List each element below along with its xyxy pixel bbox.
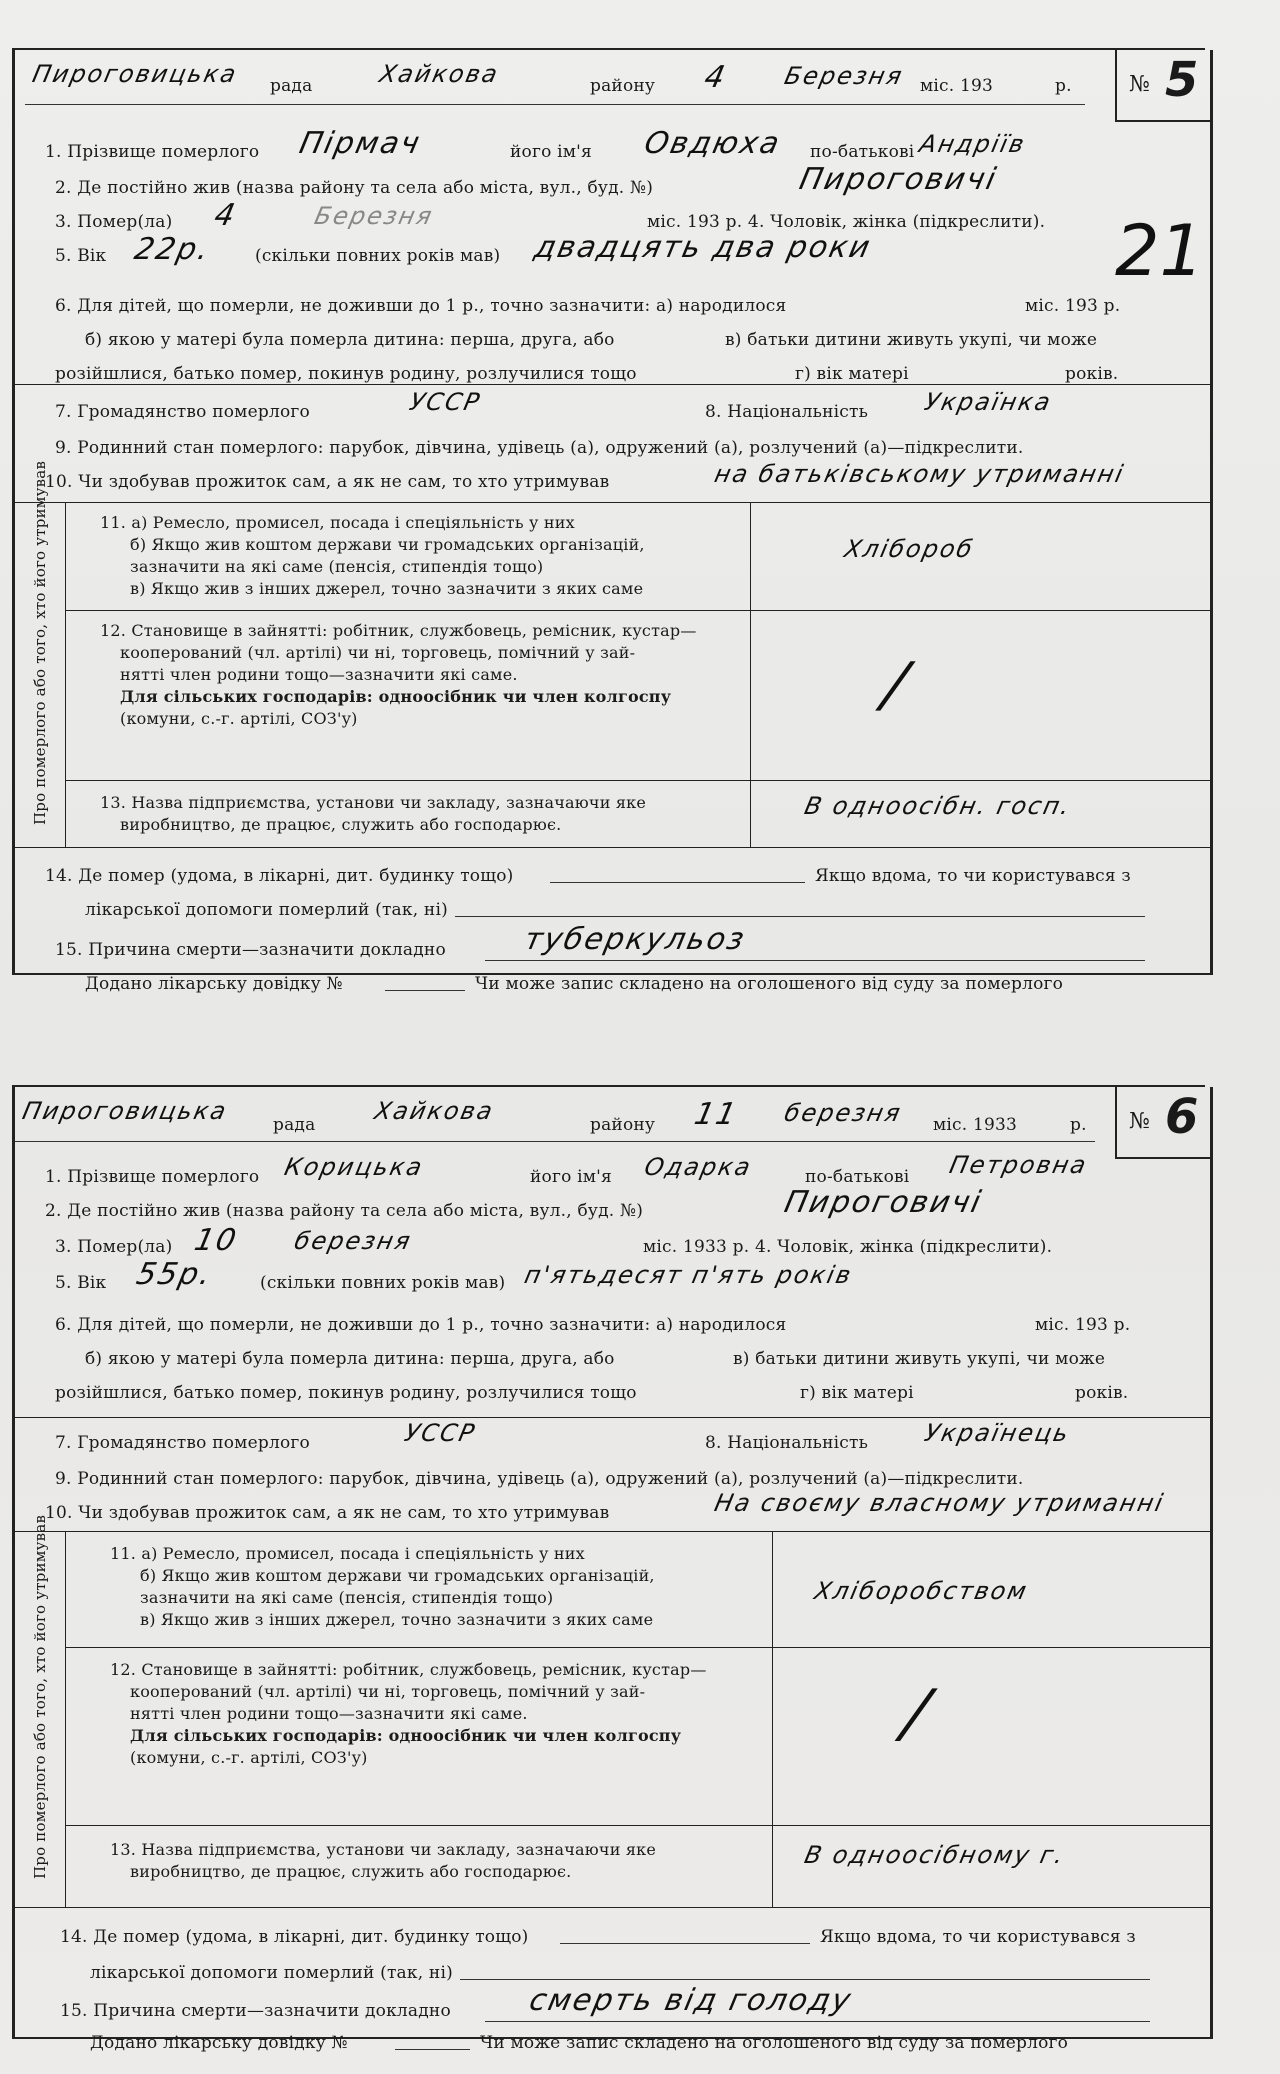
field-1-row bbox=[15, 126, 1205, 166]
patronymic-label: по-батькові bbox=[810, 142, 915, 162]
mother-age-label: г) вік матері bbox=[795, 364, 909, 384]
field-9-row bbox=[15, 430, 1205, 460]
court-record-label: Чи може запис складено на оголошеного від суду за померлого bbox=[475, 974, 1064, 994]
age-label: 5. Вік bbox=[55, 1273, 107, 1293]
field-15-row bbox=[15, 1983, 1205, 2031]
field-10-row bbox=[15, 1489, 1205, 1533]
residence-label: 2. Де постійно жив (назва району та села або міста, вул., буд. №) bbox=[55, 178, 654, 198]
field-11-text: 11. а) Ремесло, промисел, посада і спеціяльність у них б) Якщо жив коштом держави чи громадських організацій, зазначити на які саме (пенсія, стипендія тощо) в) Якщо жив з інших джерел, точно зазначити з яких саме bbox=[100, 513, 645, 598]
side-label: Про померлого або того, хто його утримував bbox=[31, 1514, 49, 1879]
age-words-handwritten: двадцять два роки bbox=[531, 230, 875, 265]
died-label: 3. Помер(ла) bbox=[55, 1237, 173, 1257]
number-label: № bbox=[1129, 72, 1151, 97]
month-year-label: міс. 193 bbox=[920, 76, 994, 96]
marital-status-label: 9. Родинний стан померлого: парубок, дівчина, удівець (а), одружений (а), розлучений (а)—підкреслити. bbox=[55, 1469, 1024, 1489]
died-month-handwritten: березня bbox=[292, 1227, 415, 1255]
child-born-year-label: міс. 193 р. bbox=[1035, 1315, 1131, 1335]
surname-label: 1. Прізвище померлого bbox=[45, 142, 260, 162]
died-year-gender-label: міс. 193 р. 4. Чоловік, жінка (підкреслити). bbox=[647, 212, 1046, 232]
field-15-row bbox=[15, 922, 1205, 970]
age-label: 5. Вік bbox=[55, 246, 107, 266]
citizenship-label: 7. Громадянство померлого bbox=[55, 1433, 310, 1453]
nationality-handwritten: Українка bbox=[922, 388, 1055, 416]
field-14-row bbox=[15, 1923, 1205, 1957]
name-handwritten: Одарка bbox=[642, 1153, 755, 1181]
record-header bbox=[15, 60, 1205, 100]
field-2-row bbox=[15, 162, 1205, 204]
livelihood-handwritten: на батьківському утриманні bbox=[712, 460, 1128, 488]
month-year-label: міс. 1933 bbox=[933, 1115, 1018, 1135]
rada-label: рада bbox=[273, 1115, 316, 1135]
cause-of-death-handwritten: смерть від голоду bbox=[526, 1983, 856, 2018]
field-7-8-row bbox=[15, 1421, 1205, 1457]
field-10-row bbox=[15, 460, 1205, 500]
child-born-year-label: міс. 193 р. bbox=[1025, 296, 1121, 316]
patronymic-handwritten: Петровна bbox=[947, 1151, 1091, 1179]
place-of-death-label: 14. Де помер (удома, в лікарні, дит. будинку тощо) bbox=[60, 1927, 529, 1947]
parents-together-label: в) батьки дитини живуть укупі, чи може bbox=[725, 330, 1098, 350]
name-label: його ім'я bbox=[510, 142, 592, 162]
home-medical-label: Якщо вдома, то чи користувався з bbox=[820, 1927, 1136, 1947]
field-12-text: 12. Становище в зайнятті: робітник, службовець, ремісник, кустар— кооперований (чл. артілі) чи ні, торговець, помічний у зай- нятті член родини тощо—зазначити які саме. Для сільських господарів: одноосібник чи член колгоспу (комуни, с.-г. артілі, СОЗ'у) bbox=[100, 621, 697, 728]
field-6-block bbox=[15, 1307, 1205, 1417]
died-day-handwritten: 4 bbox=[211, 198, 240, 233]
date-month-handwritten: березня bbox=[782, 1099, 905, 1127]
field-7-8-row bbox=[15, 390, 1205, 426]
mother-age-years-label: років. bbox=[1075, 1383, 1129, 1403]
surname-handwritten: Пірмач bbox=[296, 126, 425, 161]
died-label: 3. Помер(ла) bbox=[55, 212, 173, 232]
patronymic-handwritten: Андріїв bbox=[917, 130, 1029, 158]
field-2-row bbox=[15, 1185, 1205, 1229]
cause-of-death-label: 15. Причина смерти—зазначити докладно bbox=[55, 940, 446, 960]
medical-aid-label: лікарської допомоги померлий (так, ні) bbox=[90, 1963, 453, 1983]
patronymic-label: по-батькові bbox=[805, 1167, 910, 1187]
place-of-death-label: 14. Де помер (удома, в лікарні, дит. будинку тощо) bbox=[45, 866, 514, 886]
side-label-box bbox=[15, 1514, 66, 1907]
child-born-label: 6. Для дітей, що померли, не доживши до 1 р., точно зазначити: а) народилося bbox=[55, 296, 787, 316]
name-label: його ім'я bbox=[530, 1167, 612, 1187]
date-month-handwritten: Березня bbox=[782, 62, 907, 90]
record-number-box bbox=[1115, 50, 1213, 122]
child-order-label: б) якою у матері була померла дитина: перша, друга, або bbox=[85, 1349, 615, 1369]
workplace-handwritten: В одноосібному г. bbox=[802, 1841, 1068, 1869]
occupation-handwritten: Хлібороб bbox=[842, 535, 977, 563]
parents-status-label: розійшлися, батько помер, покинув родину, розлучилися тощо bbox=[55, 1383, 637, 1403]
livelihood-label: 10. Чи здобував прожиток сам, а як не сам, то хто утримував bbox=[45, 1503, 610, 1523]
employment-status-handwritten: / bbox=[897, 1677, 937, 1751]
died-year-gender-label: міс. 1933 р. 4. Чоловік, жінка (підкреслити). bbox=[643, 1237, 1053, 1257]
citizenship-label: 7. Громадянство померлого bbox=[55, 402, 310, 422]
field-6-block bbox=[15, 286, 1205, 396]
name-handwritten: Овдюха bbox=[641, 126, 785, 161]
home-medical-label: Якщо вдома, то чи користувався з bbox=[815, 866, 1131, 886]
medical-cert-label: Додано лікарську довідку № bbox=[85, 974, 343, 994]
rada-handwritten: Пироговицька bbox=[30, 60, 241, 88]
death-record-1 bbox=[12, 48, 1205, 994]
record-number-box bbox=[1115, 1087, 1213, 1159]
date-day-handwritten: 4 bbox=[701, 60, 730, 95]
side-label: Про померлого або того, хто його утримував bbox=[31, 460, 49, 825]
citizenship-handwritten: УССР bbox=[402, 1419, 479, 1447]
year-suffix: р. bbox=[1070, 1115, 1087, 1135]
district-label: району bbox=[590, 1115, 656, 1135]
residence-label: 2. Де постійно жив (назва району та села або міста, вул., буд. №) bbox=[45, 1201, 644, 1221]
workplace-handwritten: В одноосібн. госп. bbox=[802, 792, 1074, 820]
death-record-2 bbox=[12, 1085, 1205, 2053]
medical-aid-label: лікарської допомоги померлий (так, ні) bbox=[85, 900, 448, 920]
record-number-handwritten: 6 bbox=[1165, 1089, 1199, 1145]
marital-status-label: 9. Родинний стан померлого: парубок, дівчина, удівець (а), одружений (а), розлучений (а)—підкреслити. bbox=[55, 438, 1024, 458]
age-words-handwritten: п'ятьдесят п'ять років bbox=[522, 1261, 856, 1289]
age-handwritten: 55р. bbox=[133, 1257, 216, 1292]
field-12-text: 12. Становище в зайнятті: робітник, службовець, ремісник, кустар— кооперований (чл. артілі) чи ні, торговець, помічний у зай- нятті член родини тощо—зазначити які саме. Для сільських господарів: одноосібник чи член колгоспу (комуни, с.-г. артілі, СОЗ'у) bbox=[110, 1660, 707, 1767]
residence-handwritten: Пироговичі bbox=[781, 1185, 986, 1220]
field-5-row bbox=[15, 1257, 1205, 1299]
district-handwritten: Хайкова bbox=[377, 60, 502, 88]
field-13-text: 13. Назва підприємства, установи чи закладу, зазначаючи яке виробництво, де працює, служить або господарює. bbox=[100, 793, 647, 834]
livelihood-handwritten: На своєму власному утриманні bbox=[712, 1489, 1168, 1517]
rada-label: рада bbox=[270, 76, 313, 96]
surname-handwritten: Корицька bbox=[282, 1153, 427, 1181]
field-11-text: 11. а) Ремесло, промисел, посада і спеціяльність у них б) Якщо жив коштом держави чи громадських організацій, зазначити на які саме (пенсія, стипендія тощо) в) Якщо жив з інших джерел, точно зазначити з яких саме bbox=[110, 1544, 655, 1629]
citizenship-handwritten: УССР bbox=[407, 388, 484, 416]
rada-handwritten: Пироговицька bbox=[20, 1097, 231, 1125]
margin-handwritten-number: 21 bbox=[1115, 210, 1205, 292]
died-day-handwritten: 10 bbox=[191, 1223, 241, 1258]
cause-of-death-label: 15. Причина смерти—зазначити докладно bbox=[60, 2001, 451, 2021]
field-16-row bbox=[15, 2033, 1205, 2063]
record-number-handwritten: 5 bbox=[1165, 52, 1199, 108]
age-handwritten: 22р. bbox=[131, 232, 214, 267]
employment-status-handwritten: / bbox=[877, 650, 915, 720]
occupation-handwritten: Хліборобством bbox=[812, 1577, 1031, 1605]
age-full-years-label: (скільки повних років мав) bbox=[255, 246, 501, 266]
side-label-box bbox=[15, 460, 66, 847]
cause-of-death-handwritten: туберкульоз bbox=[521, 922, 750, 957]
residence-handwritten: Пироговичі bbox=[796, 162, 1001, 197]
district-handwritten: Хайкова bbox=[372, 1097, 497, 1125]
mother-age-years-label: років. bbox=[1065, 364, 1119, 384]
surname-label: 1. Прізвище померлого bbox=[45, 1167, 260, 1187]
medical-cert-label: Додано лікарську довідку № bbox=[90, 2033, 348, 2053]
died-month-handwritten: Березня bbox=[312, 202, 437, 230]
parents-together-label: в) батьки дитини живуть укупі, чи може bbox=[733, 1349, 1106, 1369]
nationality-label: 8. Національність bbox=[705, 1433, 869, 1453]
child-order-label: б) якою у матері була померла дитина: перша, друга, або bbox=[85, 330, 615, 350]
child-born-label: 6. Для дітей, що померли, не доживши до 1 р., точно зазначити: а) народилося bbox=[55, 1315, 787, 1335]
parents-status-label: розійшлися, батько помер, покинув родину, розлучилися тощо bbox=[55, 364, 637, 384]
number-label: № bbox=[1129, 1109, 1151, 1134]
year-suffix: р. bbox=[1055, 76, 1072, 96]
field-1-row bbox=[15, 1153, 1205, 1189]
age-full-years-label: (скільки повних років мав) bbox=[260, 1273, 506, 1293]
nationality-handwritten: Українець bbox=[922, 1419, 1073, 1447]
field-16-row bbox=[15, 972, 1205, 1006]
nationality-label: 8. Національність bbox=[705, 402, 869, 422]
field-14-row bbox=[15, 862, 1205, 896]
district-label: району bbox=[590, 76, 656, 96]
record-header bbox=[15, 1097, 1205, 1137]
field-13-text: 13. Назва підприємства, установи чи закладу, зазначаючи яке виробництво, де працює, служить або господарює. bbox=[110, 1840, 657, 1881]
mother-age-label: г) вік матері bbox=[800, 1383, 914, 1403]
court-record-label: Чи може запис складено на оголошеного від суду за померлого bbox=[480, 2033, 1069, 2053]
livelihood-label: 10. Чи здобував прожиток сам, а як не сам, то хто утримував bbox=[45, 472, 610, 492]
date-day-handwritten: 11 bbox=[691, 1097, 741, 1132]
